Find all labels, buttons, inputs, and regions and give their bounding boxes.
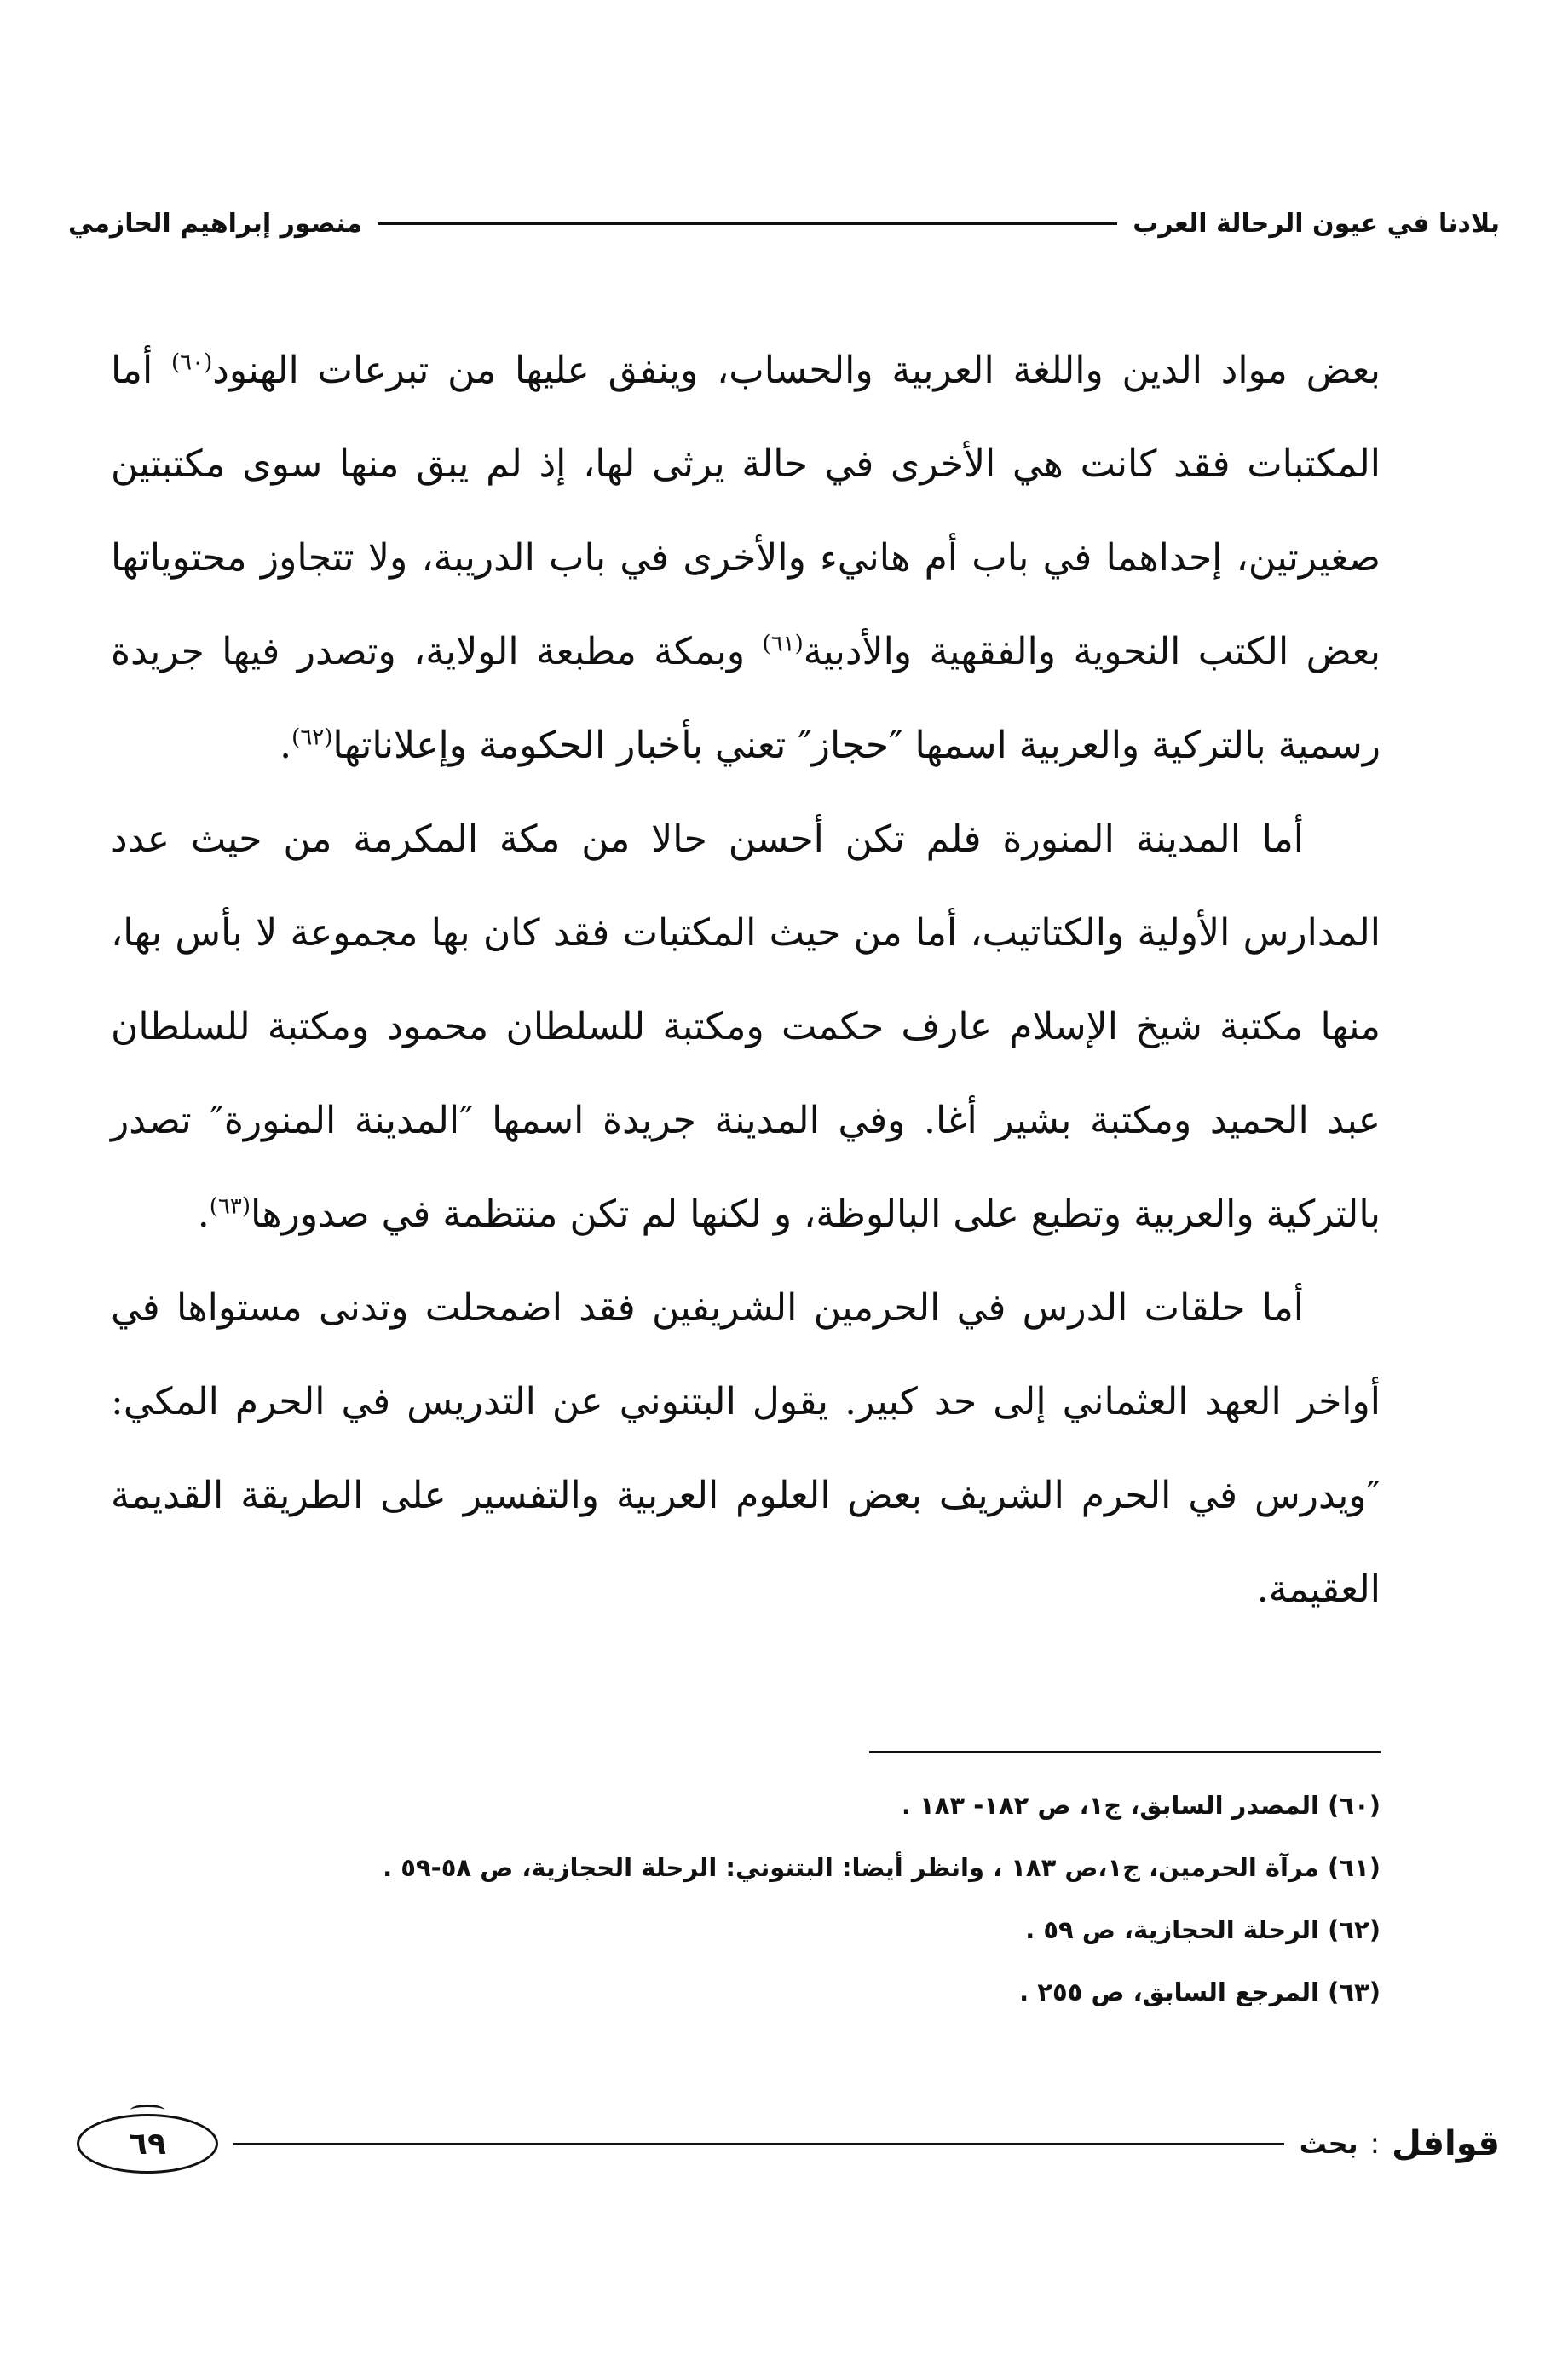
p2-text-a: أما المدينة المنورة فلم تكن أحسن حالا من مكة المكرمة من حيث عدد المدارس الأولية والكتاتيب، أما من حيث المكتبات فقد كان بها مجموعة لا بأس بها، منها مكتبة شيخ الإسلام عارف حكمت ومكتبة للسلطان محمود ومكتبة للسلطان عبد الحميد ومكتبة بشير أغا. وفي المدينة جريدة اسمها ″المدينة المنورة″ تصدر بالتركية والعربية وتطبع على البالوظة، و لكنها لم تكن منتظمة في صدورها	[111, 817, 1381, 1236]
p1-text-a: بعض مواد الدين واللغة العربية والحساب، وينفق عليها من تبرعات الهنود	[212, 349, 1381, 392]
p1-text-c: وبمكة مطبعة الولاية، وتصدر فيها جريدة رسمية بالتركية والعربية اسمها ″حجاز″ تعني بأخبار الحكومة وإعلاناتها	[111, 630, 1381, 767]
running-header	[68, 198, 1500, 249]
page-footer	[77, 2114, 1500, 2174]
p1-text-b: أما المكتبات فقد كانت هي الأخرى في حالة يرثى لها، إذ لم يبق منها سوى مكتبتين صغيرتين، إحداهما في باب أم هانيء والأخرى في باب الدريبة، ولا تتجاوز محتوياتها بعض الكتب النحوية والفقهية والأدبية	[111, 349, 1381, 673]
paragraph-3	[111, 1262, 1381, 1637]
footnote-63: (٦٣) المرجع السابق، ص ٢٥٥ .	[1019, 1978, 1381, 2006]
ornament-icon	[130, 2105, 164, 2116]
footnote-62: (٦٢) الرحلة الحجازية، ص ٥٩ .	[1025, 1915, 1381, 1944]
p3-text: أما حلقات الدرس في الحرمين الشريفين فقد اضمحلت وتدنى مستواها في أواخر العهد العثماني إلى حد كبير. يقول البتنوني عن التدريس في الحرم المكي: ″ويدرس في الحرم الشريف بعض العلوم العربية والتفسير على الطريقة القديمة العقيمة.	[111, 1286, 1381, 1611]
footnote-61: (٦١) مرآة الحرمين، ج١،ص ١٨٣ ، وانظر أيضا: البتنوني: الرحلة الحجازية، ص ٥٨-٥٩ .	[383, 1853, 1381, 1882]
footnote-ref-63: (٦٣)	[209, 1193, 251, 1220]
paragraph-2	[111, 793, 1381, 1262]
paragraph-1	[111, 324, 1381, 793]
footnote-ref-60: (٦٠)	[170, 349, 213, 376]
header-author: منصور إبراهيم الحازمي	[68, 208, 363, 239]
footer-rule	[233, 2143, 1284, 2145]
body-text	[111, 324, 1381, 1637]
footer-separator: :	[1369, 2127, 1381, 2161]
footnote-ref-61: (٦١)	[762, 631, 804, 657]
p1-end: .	[280, 724, 292, 767]
header-book-title: بلادنا في عيون الرحالة العرب	[1133, 208, 1500, 239]
footnote-separator	[869, 1751, 1381, 1753]
journal-name: قوافل	[1392, 2124, 1500, 2163]
section-label: بحث	[1299, 2128, 1358, 2160]
footnote-60: (٦٠) المصدر السابق، ج١، ص ١٨٢- ١٨٣ .	[901, 1791, 1381, 1820]
page-number-badge	[77, 2114, 218, 2174]
footnotes	[111, 1781, 1381, 2030]
p2-end: .	[197, 1192, 210, 1236]
page-number: ٦٩	[129, 2126, 166, 2162]
footnote-ref-62: (٦٢)	[291, 725, 333, 751]
header-rule	[378, 222, 1117, 225]
